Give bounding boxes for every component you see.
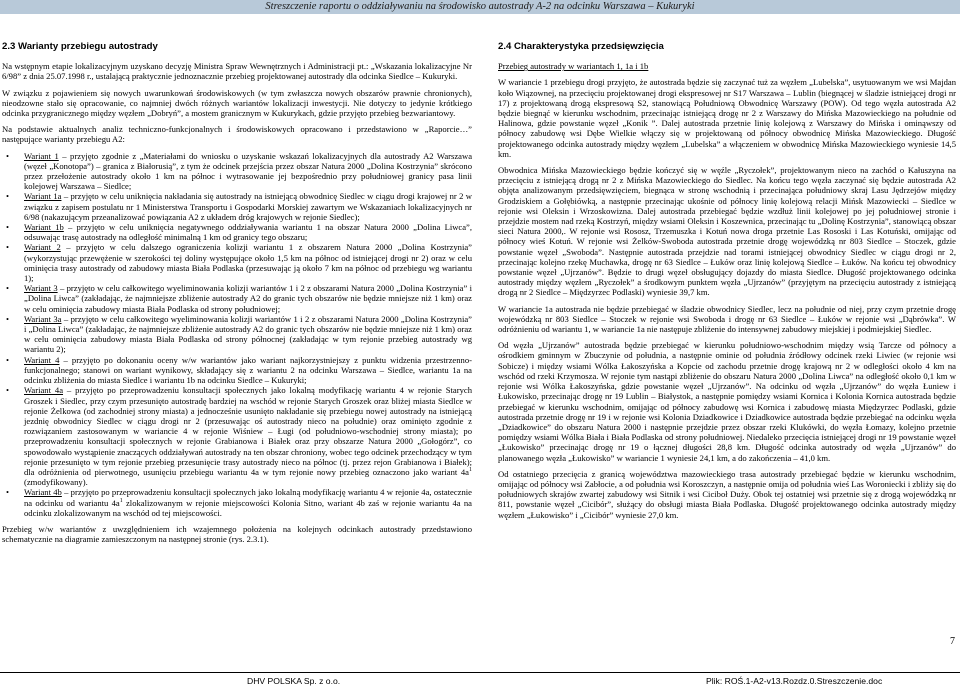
variant-name: Wariant 1	[24, 150, 59, 161]
list-item	[2, 222, 472, 242]
superscript: 1	[469, 467, 472, 474]
footer-company: DHV POLSKA Sp. z o.o.	[247, 676, 341, 686]
footer-divider	[0, 672, 960, 673]
right-column	[498, 42, 956, 526]
paragraph: Na wstępnym etapie lokalizacyjnym uzyskano decyzję Ministra Spraw Wewnętrznych i Administracji pt.: „Wskazania lokalizacyjne Nr 6/98” z dnia 25.07.1998 r., ustalającą praktycznie jednoznacznie przebieg projektowanej autostrady dla odcinka Siedlce – Kukuryki.	[2, 61, 472, 82]
variant-text: – przyjęto po dokonaniu oceny w/w wariantów jako wariant najkorzystniejszy z punktu widzenia przestrzenno-funkcjonalnego; stanowi on wariant wynikowy, składający się z wariantu 2 na odcinku Warszawa – Siedlce, wariantu 1a na odcinku zbliżenia do miasta Siedlce i wariantu 1b na odcinku Siedlce – Kukuryki;	[24, 354, 472, 386]
paragraph: Od ostatniego przecięcia z granicą województwa mazowieckiego trasa autostrady przebiegać będzie w kierunku wschodnim, omijając od północy wsi Zabłocie, a od południa wsi Koroszczyn, a następnie omija od południa wieś Las Woroniecki i zbliży się do południowych skrajów zwartej zabudowy wsi Sitnik i wsi Ciciboł Duży. Obok tej ostatniej wsi przetnie się z drogą wojewódzką nr 811, powstanie węzeł „Cicibór”, służący do obsługi miasta Biała Podlaska. Długość projektowanego odcinka autostrady między węzłem „Łukowisko” i „Cicibór” wyniesie 27,0 km.	[498, 468, 956, 520]
list-item	[2, 283, 472, 314]
bullet-icon: •	[6, 191, 10, 202]
list-item	[2, 151, 472, 192]
paragraph: Od węzła „Ujrzanów” autostrada będzie przebiegać w kierunku południowo-wschodnim między wsią Tarcze od północy a ośrodkiem gminnym w Zbuczynie od południa, a następnie ominie od południa źródłowy odcinek rzeki Liwiec (w rejonie wsi Sobicze) i między wsiami Wólka Łakoszyńska a Kopcie od zachodu przetnie drogę krajową nr 2 w odległości około 4 km na wschód od rzeki Krzymosza. W rejonie tym nastąpi zbliżenie do obszaru Natura 2000 „Dolina Liwca” na odległość około 0,1 km w rejonie wsi Wólka Łakoszyńska, gdzie powstanie węzeł „Ujrzanów”. Na odcinku od węzła „Ujrzanów” do węzła Łuniew i Łukowisko, przecinając drogę nr 19 Lublin – Białystok, a następnie pomiędzy wsiami Kornica i Kolonia Kornica autostrada będzie przebiegać w kierunku wschodnim, omijając od północy zabudowę wsi Kornica i zabudowę miasta Międzyrzec Podlaski, gdzie autostrada przetnie drogę nr 19 i w rejonie wsi Kolonia Dziadkowice i Dziadkowice autostrada będzie przebiegać na odcinku węzła „Dziadkowice” do obszaru Natura 2000 i następnie przejdzie przez obszar rzeki Klukówki, do węzła Łomazy, kolejno przetnie pomiędzy wsiami Wólka Biała i Biała Podlaska od strony południowej. Niedaleko przecięcia istniejącej drogi nr 19 powstanie węzeł „Łukowisko” przecinając drogę nr 19 o łącznej długości 28,8 km. Długość odcinka autostrady od węzła „Ujrzanów” do planowanego węzła „Łukowisko” w wariancie 1 wyniesie 24,1 km, a do zakończenia – 41,0 km.	[498, 340, 956, 463]
section-heading-2-4: 2.4 Charakterystyka przedsięwzięcia	[498, 41, 664, 52]
hidden-extra: zlokalizowanym w rejonie miejscowości Kolonia Sitno, wariant 4b zaś w rejonie wariantu 4a	[122, 497, 461, 508]
variant-name: Wariant 1b	[24, 222, 64, 233]
subheading: Przebieg autostrady w wariantach 1, 1a i 1b	[498, 61, 649, 72]
list-item	[2, 385, 472, 487]
section-heading-2-3: 2.3 Warianty przebiegu autostrady	[2, 41, 158, 52]
variant-list	[2, 151, 472, 518]
list-item	[2, 242, 472, 283]
variant-text: – przyjęto w celu uniknięcia negatywnego oddziaływania wariantu 1 na obszar Natura 2000 „Dolina Liwca”, odsuwając trasę autostrady na odległość minimalną 1 km od granicy tego obszaru;	[24, 222, 472, 243]
bullet-icon: •	[6, 283, 10, 294]
left-column	[2, 42, 472, 550]
variant-text: – przyjęto w celu uniknięcia nakładania się autostrady na istniejącą obwodnicę Siedlec w ciągu drogi krajowej nr 2 w związku z zapisem postulatu nr 1 Ministerstwa Transportu i Gospodarki Morskiej zawartym we Wskazaniach lokalizacyjnych nr 6/98 (nakazującym przeanalizować powiązania A2 z układem dróg krajowych w rejonie Siedlec);	[24, 191, 472, 222]
variant-text: – przyjęto po przeprowadzeniu konsultacji społecznych jako lokalną modyfikację wariantu 4 w rejonie Starych Groszek i Siedlec, przy czym przesunięto autostradę bardziej na wschód w rejonie Starych Groszek oraz bliżej miasta Siedlce w rejonie Żelkowa (od zachodniej strony miasta) a jednocześnie usunięto nakładanie się przebiegu nowej autostrady na istniejącą jezdnię obwodnicy Siedlec w ciągu drogi nr 2 (przesuwając oś autostrady nieco na południe) oraz ominięto zgodnie z rozwiązaniem zastosowanym w wariancie 4 w rejonie Wiśniew – Ługi (od południowo-wschodniej strony miasta); po przeprowadzeniu konsultacji społecznych w rejonie Grabianowa i Białek oraz przy obszarze Natura 2000 „Gołogórz”, co spowodowało wystąpienie znaczących oddziaływań autostrady na ten obszar chroniony, wobec tego odcinek przechodzący w tym rejonie przesunięto w tym rejonie przebieg przesunięcie trasy autostrady nieco na północ (tj. przez rejon Grabianowa i Białek); dla odróżnienia od pierwotnego, usunięciu przebiegu wariantu 4a w tym rejonie nowy przebieg oznaczono jako wariant 4a	[24, 385, 472, 477]
variant-name: Wariant 2	[24, 242, 61, 253]
variant-text: – przyjęto zgodnie z „Materiałami do wniosku o uzyskanie wskazań lokalizacyjnych dla autostrady A2 Warszawa (węzeł „Konotopa”) – granica z Białorusią”, z tym że odcinek przejścia przez obszar Natura 2000 „Dolina Kostrzynia” skrócono przez przełożenie autostrady około 1 km na północ i wytrasowanie jej bezpośrednio przy południowej granicy pasa linii kolejowej Warszawa – Siedlce;	[24, 150, 473, 192]
superscript: 1	[119, 497, 123, 504]
page-number: 7	[950, 636, 955, 647]
list-item	[2, 355, 472, 386]
running-header: Streszczenie raportu o oddziaływaniu na środowisko autostrady A-2 na odcinku Warszawa – Kukuryki	[265, 1, 695, 12]
bullet-icon: •	[6, 385, 10, 396]
paragraph: W wariancie 1a autostrada nie będzie przebiegać w śladzie obwodnicy Siedlec, lecz na południe od niej, przy czym przetnie drogę wojewódzką nr 803 Siedlce – Stoczek w rejonie wsi Swoboda i drogę nr 63 Siedlce – Łuków w rejonie wsi „Dąbrówka”. W odróżnieniu od wariantu 1, w wariancie 1a nie następuje zbliżenie do intensywnej zabudowy miejskiej i podmiejskiej Siedlec.	[498, 303, 956, 335]
variant-text: – przyjęto po przeprowadzeniu konsultacji społecznych jako lokalną modyfikację wariantu 4 w rejonie 4a, ostatecznie na odcinku od wariantu 4a	[24, 487, 473, 508]
variant-text-tail: (zmodyfikowany).	[24, 477, 88, 488]
variant-name: Wariant 4	[24, 354, 60, 365]
paragraph: Przebieg w/w wariantów z uwzględnieniem ich wzajemnego położenia na kolejnych odcinkach autostrady przedstawiono schematycznie na diagramie zamieszczonym na następnej stronie (rys. 2.3.1).	[2, 523, 472, 545]
paragraph: W związku z pojawieniem się nowych uwarunkowań środowiskowych (w tym zwłaszcza nowych obszarów prawnie chronionych), nieodzowne stało się opracowanie, co najmniej dwóch różnych wariantów lokalizacji inwestycji. Nie dotyczy to jedynie krótkiego odcinka przygranicznego między węzłem „Dobryń”, a mostem granicznym w Kukurykach, gdzie przyjęto przebieg bezwariantowy.	[2, 87, 472, 119]
list-item	[2, 191, 472, 222]
variant-text: – przyjęto w celu całkowitego wyeliminowania kolizji wariantów 1 i 2 z obszarami Natura 2000 „Dolina Kostrzynia” i „Dolina Liwca” (zakładając, że najmniejsze zbliżenie autostrady A2 do granic tych obszarów nie będzie mniejsze niż 1 km) oraz w celu ominięcia zabudowy miasta Biała Podlaska od strony północnej (zakładając w tym rejonie przebieg autostrady wg wariantu 2);	[24, 313, 472, 355]
list-item	[2, 487, 472, 518]
footer-filename: Plik: ROŚ.1-A2-v13.Rozdz.0.Streszczenie.doc	[706, 676, 883, 686]
bullet-icon: •	[6, 354, 10, 365]
paragraph: Obwodnica Mińska Mazowieckiego będzie kończyć się w węźle „Ryczołek”, projektowanym nieco na zachód o Kałuszyna na przecięciu z istniejącą drogą nr 2 z Mińska Mazowieckiego do Siedlec. Na końcu tego węzła zaczynać się będzie autostrada A2 objęta analizowanym przedsięwzięciem, biegnąca w stronę wschodnią i przecinająca południowy skraj Lasu Jędrzejów między Grodziskiem a Gołębiówką, a następnie przecinając ukośnie od północy linię kolejową relacji Mińsk Mazowiecki – Siedlce w rejonie wsi Oleksin i Wrzoskowizna. Dalej autostrada przebiegać będzie wzdłuż linii kolejowej po jej południowej stronie i przejdzie mostem nad rzeką Kostrzyń, między wsiami Oleksin i Koszewnica, przecinając tu „Dolinę Kostrzynia”, stanowiącą obszar sieci Natura 2000,. W rejonie wsi Rososz, Trzemuszka i Kotuń nowa droga przetnie Las Rososki i Las Kotuński, omijając od północy wieś Kotuń. W rejonie wsi Żelków-Swoboda autostrada przetnie drogę wojewódzką nr 803 Siedlce – Stoczek, gdzie powstanie węzeł „Swoboda”. Następnie autostrada przejdzie nad torami istniejącej obwodnicy Siedlec w ciągu drogi nr 2, przecinając kolejno rzekę Muchawka, drogę nr 63 Siedlce – Łuków oraz linię kolejową Siedlce – Łuków. Na końcu tej obwodnicy powstanie węzeł „Ujrzanów”. Będzie to drugi węzeł obsługujący dojazdy do miasta Siedlce. Długość projektowanego odcinka autostrady między węzłem „Ryczołek” a środkowym punktem węzła „Ujrzanów” (przyjętym na przecięciu autostrady z istniejącą drogą nr 2 Siedlce – Międzyrzec Podlaski) wyniesie 39,7 km.	[498, 165, 956, 298]
paragraph: W wariancie 1 przebiegu drogi przyjęto, że autostrada będzie się zaczynać tuż za węzłem „Lubelska”, usytuowanym we wsi Majdan koło Wiązownej, na przecięciu projektowanej drogi ekspresowej nr S17 Warszawa – Lublin (biegnącej w śladzie istniejącej drogi nr 17) z projektowaną drogą ekspresową S2, stanowiącą Południową Obwodnicę Warszawy (POW). Od tego węzła autostrada A2 będzie biegnąć w kierunku wschodnim, przecinając istniejącą drogę nr 2 z Warszawy do Mińska Mazowieckiego na południe od Halinowa, gdzie powstanie węzeł „Konik ”. Dalej autostrada przetnie linię kolejową z Warszawy do Mińska i ominąwszy od północy zabudowę wsi Dębe Wielkie włączy się w projektowaną od północy obwodnicę Mińska Mazowieckiego. Długość projektowanego odcinka autostrady między węzłem „Lubelska” a włączeniem w obwodnicę Mińska Mazowieckiego wyniesie 14,5 km.	[498, 77, 956, 159]
variant-text: – przyjęto w celu całkowitego wyeliminowania kolizji wariantów 1 i 2 z obszarami Natura 2000 „Dolina Kostrzynia” i „Dolina Liwca” (zakładając, że najmniejsze zbliżenie autostrady A2 do granic tych obszarów nie będzie mniejsze niż 1 km) oraz w celu ominięcia zabudowy miasta Biała Podlaska od strony południowej;	[24, 283, 472, 314]
bullet-icon: •	[6, 150, 10, 161]
list-item	[2, 314, 472, 355]
variant-text-tail: na odcinku zlokalizowanym na wschód od tej miejscowości.	[24, 497, 472, 518]
variant-name: Wariant 4a	[24, 385, 64, 396]
paragraph: Na podstawie aktualnych analiz techniczno-funkcjonalnych i środowiskowych opracowano i przedstawiono w „Raporcie…” następujące warianty przebiegu A2:	[2, 124, 472, 145]
bullet-icon: •	[6, 313, 10, 324]
variant-name: Wariant 3a	[24, 313, 62, 324]
variant-name: Wariant 4b	[24, 487, 62, 498]
bullet-icon: •	[6, 242, 10, 253]
variant-text: – przyjęto w celu dalszego ograniczenia kolizji wariantu 1 z obszarem Natura 2000 „Dolina Kostrzynia” (wykorzystując przewężenie w szerokości tej doliny występujące około 1,5 km na północ od istniejącej drogi nr 2) oraz w celu ominięcia trasy autostrady od zabudowy miasta Biała Podlaska (przesuwając ją około 7 km na północ od przebiegu wg wariantu 1);	[24, 242, 472, 284]
bullet-icon: •	[6, 222, 10, 233]
bullet-icon: •	[6, 487, 10, 498]
variant-name: Wariant 1a	[24, 191, 62, 202]
variant-name: Wariant 3	[24, 283, 58, 294]
